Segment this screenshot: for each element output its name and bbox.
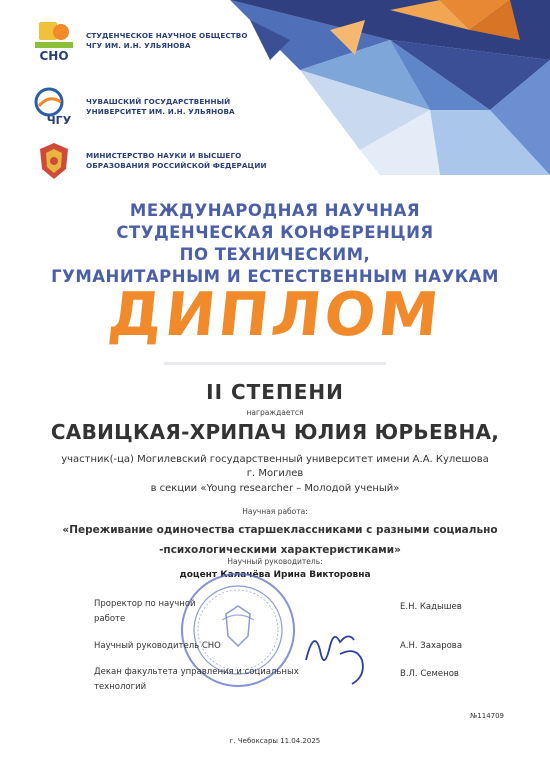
signature-title: Декан факультета управления и социальных технологий bbox=[94, 667, 299, 692]
handwritten-signature bbox=[300, 620, 380, 690]
supervisor-name: доцент Калачёва Ирина Викторовна bbox=[179, 570, 371, 580]
conference-line: ПО ТЕХНИЧЕСКИМ, bbox=[179, 245, 371, 264]
city-line: г. Могилев bbox=[246, 468, 304, 479]
chgu-logo bbox=[28, 84, 80, 130]
org-line: ОБРАЗОВАНИЯ РОССИЙСКОЙ ФЕДЕРАЦИИ bbox=[86, 161, 267, 170]
work-title bbox=[60, 520, 500, 560]
divider bbox=[164, 362, 386, 365]
conference-line: СТУДЕНЧЕСКАЯ КОНФЕРЕНЦИЯ bbox=[116, 223, 434, 242]
signature-name: В.Л. Семенов bbox=[400, 669, 459, 679]
org-line: ЧГУ ИМ. И.Н. УЛЬЯНОВА bbox=[86, 41, 191, 50]
coat-of-arms-icon bbox=[28, 138, 80, 184]
org-sno bbox=[28, 18, 248, 64]
signature-name: Е.Н. Кадышев bbox=[400, 602, 462, 612]
section-line: в секции «Young researcher – Молодой ученый» bbox=[150, 483, 400, 494]
signature-name: А.Н. Захарова bbox=[400, 641, 463, 651]
signature-title: Научный руководитель СНО bbox=[94, 641, 221, 651]
chgu-logo-text: ЧГУ bbox=[46, 114, 72, 127]
org-line: ЧУВАШСКИЙ ГОСУДАРСТВЕННЫЙ bbox=[86, 97, 231, 106]
signature-title: Проректор по научной работе bbox=[94, 599, 196, 624]
document-number: №114709 bbox=[470, 712, 505, 720]
work-label: Научная работа: bbox=[242, 507, 308, 516]
org-line: УНИВЕРСИТЕТ ИМ. И.Н. УЛЬЯНОВА bbox=[86, 107, 235, 116]
conference-line: ГУМАНИТАРНЫМ И ЕСТЕСТВЕННЫМ НАУКАМ bbox=[51, 267, 499, 286]
org-line: СТУДЕНЧЕСКОЕ НАУЧНОЕ ОБЩЕСТВО bbox=[86, 31, 248, 40]
place-date: г. Чебоксары 11.04.2025 bbox=[229, 737, 321, 745]
participant-line: участник(-ца) Могилевский государственный университет имени А.А. Кулешова bbox=[61, 454, 489, 465]
conference-line: МЕЖДУНАРОДНАЯ НАУЧНАЯ bbox=[129, 201, 421, 220]
work-line: «Переживание одиночества старшеклассниками с разными социально bbox=[62, 524, 498, 536]
org-ministry bbox=[28, 138, 267, 184]
conference-title bbox=[40, 200, 510, 288]
supervisor-label: Научный руководитель: bbox=[227, 557, 323, 566]
org-chgu bbox=[28, 84, 235, 130]
awarded-label: награждается bbox=[246, 408, 304, 417]
sno-logo bbox=[28, 18, 80, 64]
recipient-name: САВИЦКАЯ-ХРИПАЧ ЮЛИЯ ЮРЬЕВНА, bbox=[50, 420, 500, 444]
degree: II СТЕПЕНИ bbox=[206, 380, 344, 404]
org-line: МИНИСТЕРСТВО НАУКИ И ВЫСШЕГО bbox=[86, 151, 242, 160]
diploma-title: ДИПЛОМ bbox=[105, 280, 445, 350]
work-line: -психологическими характеристиками» bbox=[159, 544, 401, 556]
sno-logo-text: СНО bbox=[39, 49, 69, 63]
